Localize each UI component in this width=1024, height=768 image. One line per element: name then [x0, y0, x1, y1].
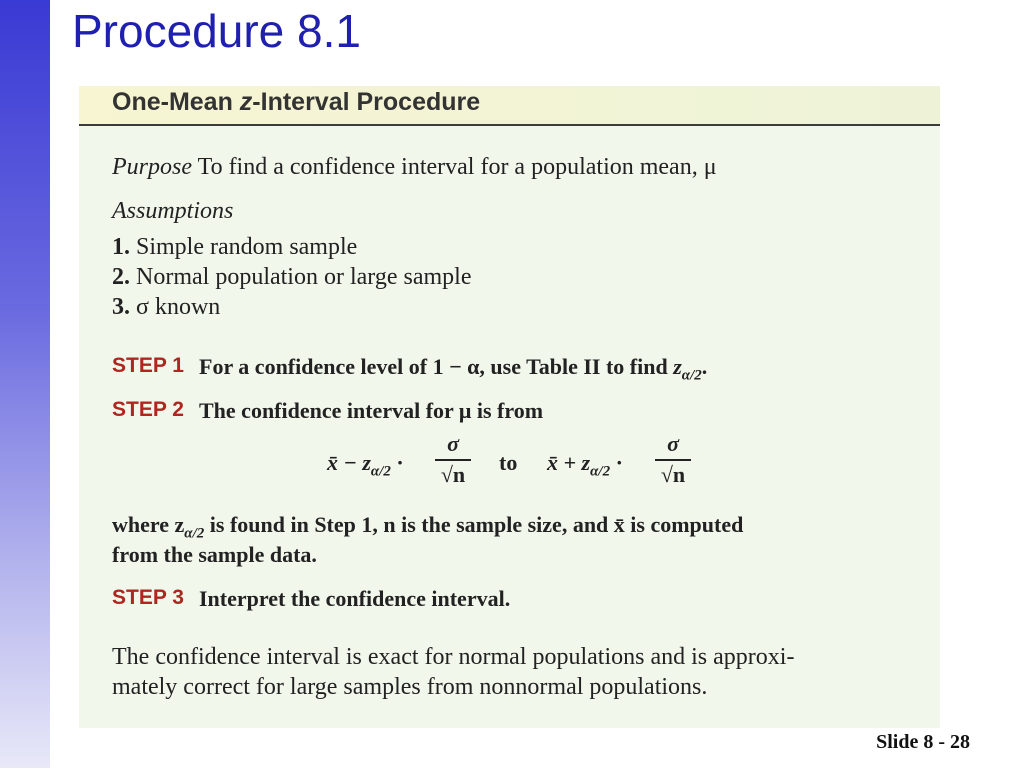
formula-right [547, 450, 623, 480]
where-a: where z [112, 512, 185, 537]
procedure-header [79, 86, 940, 126]
fraction-numerator: σ [447, 431, 459, 456]
step3-label: STEP 3 [112, 586, 184, 609]
assumption-num: 1. [112, 234, 130, 260]
assumptions-label: Assumptions [112, 198, 234, 224]
assumption-text: Simple random sample [136, 234, 358, 260]
purpose-text: To find a confidence interval for a population mean, μ [197, 154, 717, 180]
where-b: is found in Step 1, n is the sample size, and x̄ is computed [204, 512, 744, 537]
step2-text: The confidence interval for μ is from [199, 398, 544, 423]
step1-label: STEP 1 [112, 354, 184, 377]
step3-text: Interpret the confidence interval. [199, 586, 511, 611]
where-sub: α/2 [184, 525, 205, 542]
fraction-bar [655, 459, 691, 461]
step1-tail: . [701, 354, 708, 379]
step1-main: For a confidence level of 1 − α, use Table II to find [199, 354, 674, 379]
formula-right-expr: x̄ + z [547, 450, 591, 475]
purpose-label: Purpose [112, 154, 192, 180]
fraction-denominator: √n [440, 462, 466, 487]
where-line1 [112, 512, 743, 542]
assumption-item [112, 294, 220, 321]
step1-sub: α/2 [681, 367, 702, 384]
formula-left-expr: x̄ − z [327, 450, 371, 475]
fraction-left [435, 432, 471, 487]
step1-text [199, 354, 707, 384]
assumption-text: Normal population or large sample [136, 264, 472, 290]
slide-number: Slide 8 - 28 [876, 731, 970, 753]
formula-left [327, 450, 404, 480]
assumption-text: σ known [136, 294, 221, 320]
fraction-denominator: √n [660, 462, 686, 487]
fraction-numerator: σ [667, 431, 679, 456]
assumption-item [112, 264, 471, 291]
fraction-bar [435, 459, 471, 461]
slide-title: Procedure 8.1 [72, 5, 361, 57]
procedure-title [112, 88, 480, 117]
formula-to: to [499, 450, 518, 475]
assumption-num: 3. [112, 294, 130, 320]
step2-label: STEP 2 [112, 398, 184, 421]
note-line2: mately correct for large samples from nonnormal populations. [112, 674, 708, 700]
title-pre: One-Mean [112, 88, 240, 116]
formula-dot: · [610, 450, 623, 475]
note-line1: The confidence interval is exact for normal populations and is approxi- [112, 644, 795, 670]
fraction-right [655, 432, 691, 487]
sidebar-gradient [0, 0, 50, 768]
where-line2: from the sample data. [112, 542, 317, 567]
formula-sub: α/2 [590, 463, 611, 480]
title-var: z [239, 88, 253, 116]
purpose-line [112, 154, 717, 181]
title-post: -Interval Procedure [252, 88, 481, 116]
assumption-num: 2. [112, 264, 130, 290]
procedure-panel [79, 86, 940, 728]
assumption-item [112, 234, 357, 261]
step1-z: z [673, 354, 682, 379]
formula-dot: · [390, 450, 404, 475]
formula-sub: α/2 [370, 463, 391, 480]
